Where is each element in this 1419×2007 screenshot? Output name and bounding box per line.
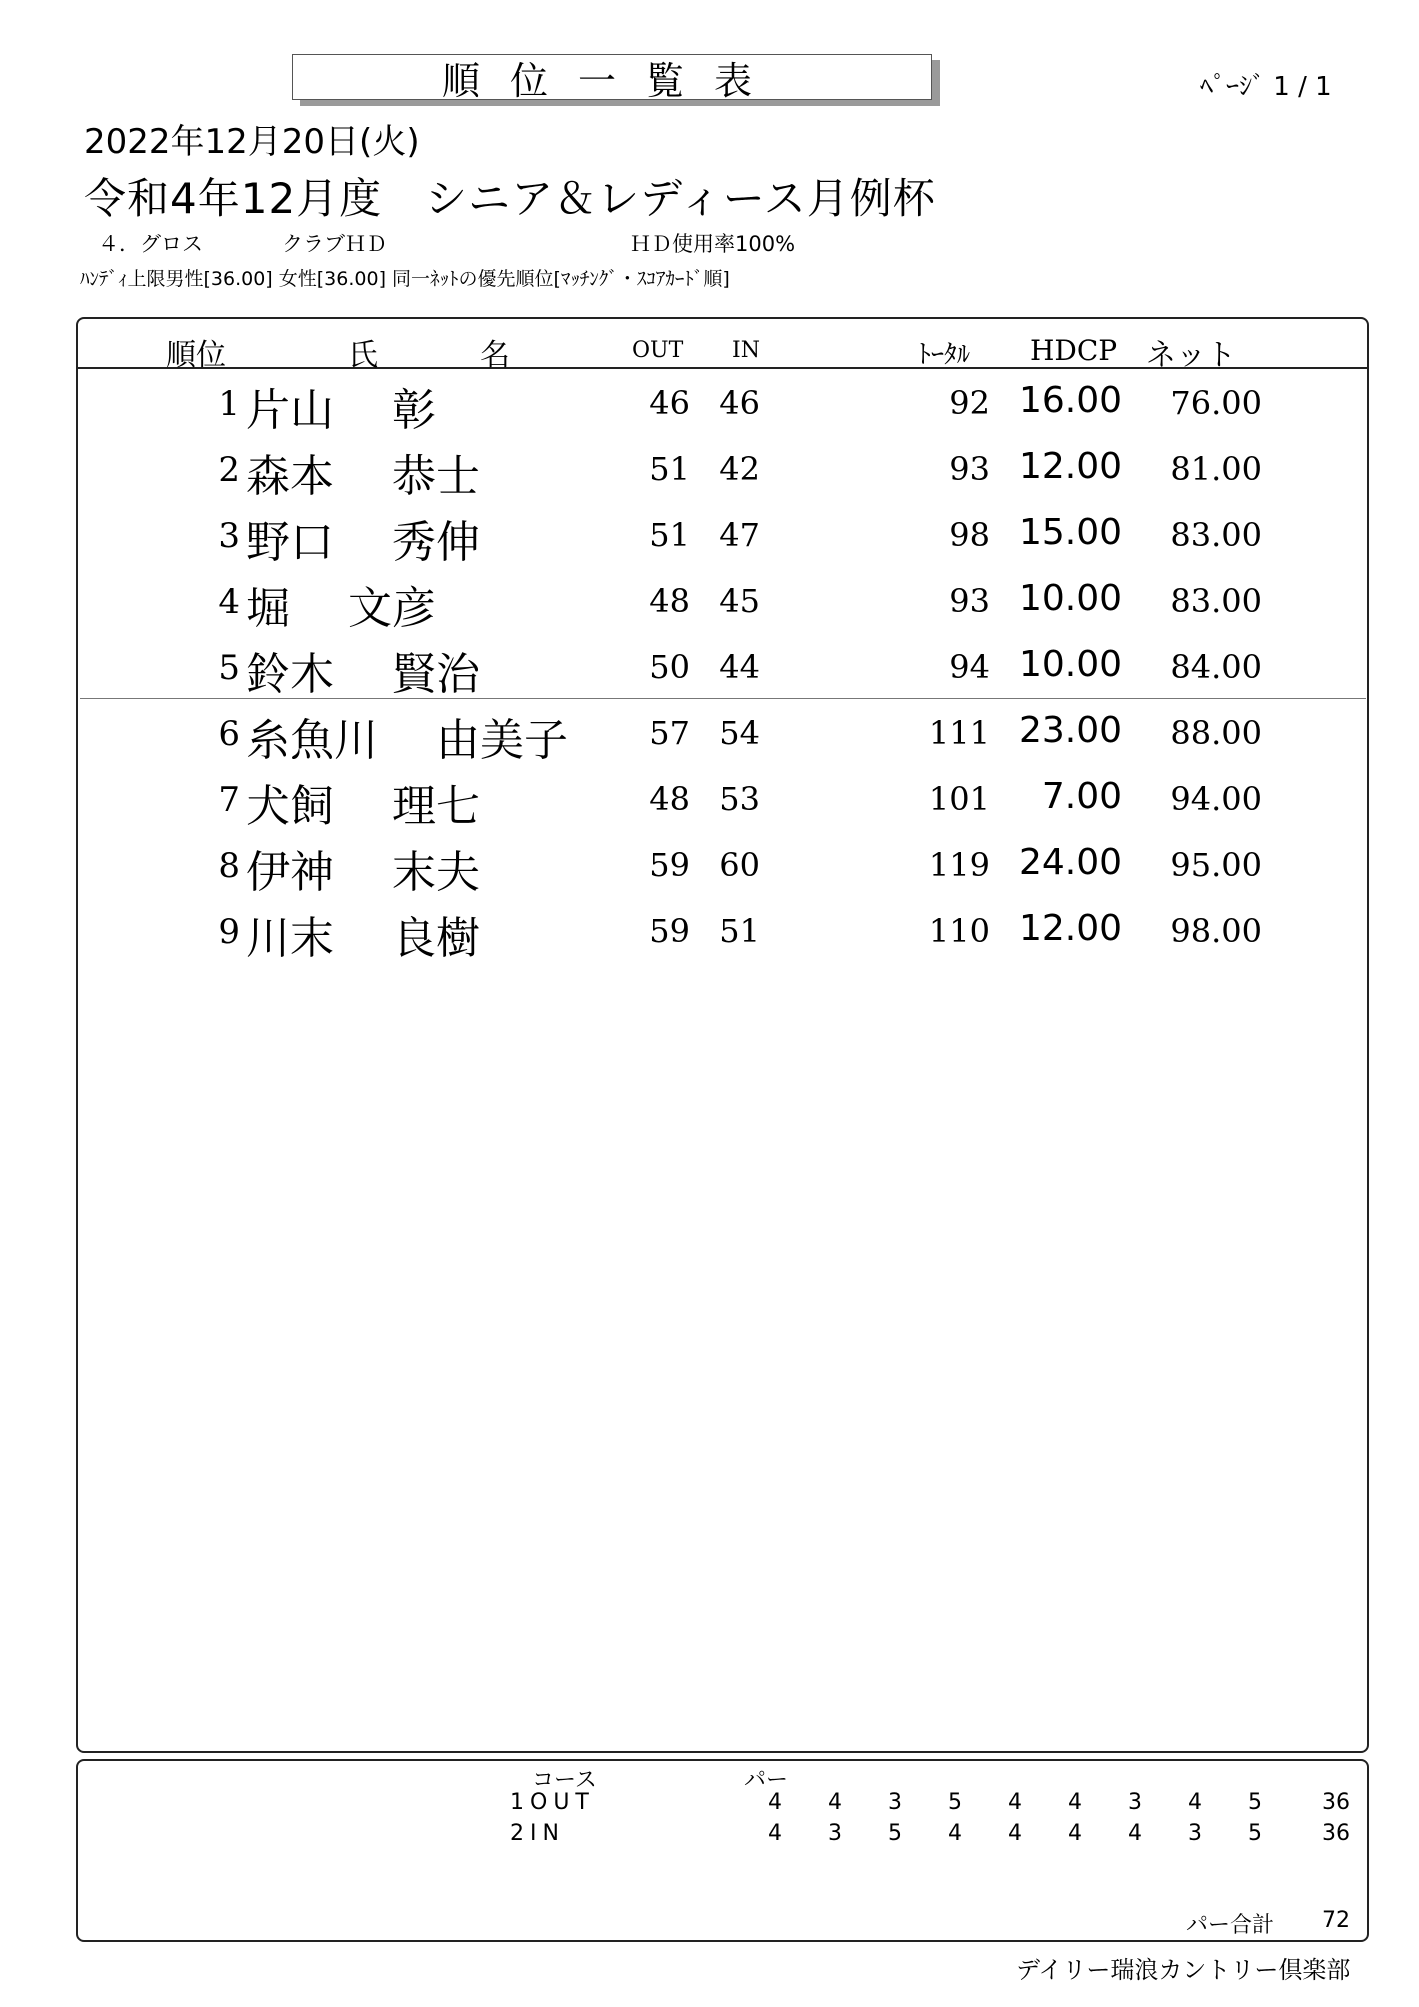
course-par-total: 36 xyxy=(1322,1790,1350,1815)
hdcp-value: 24.00 xyxy=(1018,842,1122,883)
par-value: 4 xyxy=(1068,1821,1082,1846)
table-row xyxy=(0,370,1419,436)
hdcp-value: 16.00 xyxy=(1018,380,1122,421)
out-score: 46 xyxy=(649,384,690,422)
par-value: 5 xyxy=(1248,1790,1262,1815)
course-header: コース xyxy=(532,1768,597,1793)
par-value: 4 xyxy=(1128,1821,1142,1846)
net-score: 83.00 xyxy=(1170,582,1262,620)
hdcp-value: 10.00 xyxy=(1018,644,1122,685)
par-value: 4 xyxy=(948,1821,962,1846)
hdcp-value: 23.00 xyxy=(1018,710,1122,751)
total-score: 110 xyxy=(928,912,990,950)
rank-cell: 4 xyxy=(218,582,240,622)
table-row xyxy=(0,634,1419,700)
out-score: 48 xyxy=(649,582,690,620)
par-value: 3 xyxy=(828,1821,842,1846)
column-in: IN xyxy=(732,338,760,363)
condition-type: ４．グロス xyxy=(98,232,203,256)
course-par-box xyxy=(76,1759,1369,1942)
par-value: 4 xyxy=(768,1790,782,1815)
net-score: 88.00 xyxy=(1170,714,1262,752)
par-total-label: パー合計 xyxy=(1186,1913,1275,1938)
par-value: 3 xyxy=(1188,1821,1202,1846)
rank-cell: 7 xyxy=(218,780,240,820)
rank-cell: 2 xyxy=(218,450,240,490)
rank-cell: 1 xyxy=(218,384,240,424)
column-out: OUT xyxy=(632,338,684,363)
hd-rate: ＨＤ使用率100% xyxy=(630,232,796,256)
in-score: 47 xyxy=(719,516,760,554)
par-total-value: 72 xyxy=(1322,1908,1350,1933)
out-score: 50 xyxy=(649,648,690,686)
par-value: 4 xyxy=(828,1790,842,1815)
table-row xyxy=(0,832,1419,898)
par-value: 4 xyxy=(768,1821,782,1846)
par-value: 4 xyxy=(1188,1790,1202,1815)
rank-cell: 3 xyxy=(218,516,240,556)
handicap-rules: ﾊﾝﾃﾞｨ上限男性[36.00] 女性[36.00] 同一ﾈｯﾄの優先順位[ﾏｯﾁﾝｸﾞ・ｽｺｱｶｰﾄﾞ順] xyxy=(80,268,730,290)
in-score: 53 xyxy=(719,780,760,818)
hdcp-value: 10.00 xyxy=(1018,578,1122,619)
par-value: 5 xyxy=(1248,1821,1262,1846)
player-name: 森本 恭士 xyxy=(246,451,480,502)
player-name: 伊神 末夫 xyxy=(246,847,480,898)
net-score: 81.00 xyxy=(1170,450,1262,488)
total-score: 94 xyxy=(949,648,990,686)
net-score: 76.00 xyxy=(1170,384,1262,422)
in-score: 60 xyxy=(719,846,760,884)
club-name: デイリー瑞浪カントリー倶楽部 xyxy=(1016,1956,1351,1984)
event-date: 2022年12月20日(火) xyxy=(84,122,420,162)
total-score: 93 xyxy=(949,450,990,488)
in-score: 54 xyxy=(719,714,760,752)
column-name-family: 氏 xyxy=(348,338,378,373)
par-value: 4 xyxy=(1008,1790,1022,1815)
in-score: 42 xyxy=(719,450,760,488)
par-value: 3 xyxy=(1128,1790,1142,1815)
par-value: 5 xyxy=(888,1821,902,1846)
total-score: 101 xyxy=(928,780,990,818)
out-score: 51 xyxy=(649,450,690,488)
hdcp-value: 15.00 xyxy=(1018,512,1122,553)
column-rank: 順位 xyxy=(166,338,226,373)
total-score: 119 xyxy=(928,846,990,884)
in-score: 45 xyxy=(719,582,760,620)
par-value: 5 xyxy=(948,1790,962,1815)
net-score: 94.00 xyxy=(1170,780,1262,818)
out-score: 59 xyxy=(649,912,690,950)
table-row xyxy=(0,700,1419,766)
par-value: 3 xyxy=(888,1790,902,1815)
handicap-type: クラブＨＤ xyxy=(282,232,387,256)
column-net: ネット xyxy=(1146,338,1236,373)
total-score: 92 xyxy=(949,384,990,422)
total-score: 93 xyxy=(949,582,990,620)
par-header: パー xyxy=(744,1768,789,1793)
out-score: 59 xyxy=(649,846,690,884)
event-name: 令和4年12月度 シニア＆レディース月例杯 xyxy=(84,174,936,223)
net-score: 83.00 xyxy=(1170,516,1262,554)
player-name: 鈴木 賢治 xyxy=(246,649,480,700)
column-total: ﾄｰﾀﾙ xyxy=(918,340,971,370)
player-name: 犬飼 理七 xyxy=(246,781,480,832)
column-name-given: 名 xyxy=(480,338,510,373)
par-value: 4 xyxy=(1008,1821,1022,1846)
column-hdcp: HDCP xyxy=(1030,334,1118,367)
course-name-in: 2IN xyxy=(510,1821,565,1846)
in-score: 51 xyxy=(719,912,760,950)
table-row xyxy=(0,898,1419,964)
rank-cell: 5 xyxy=(218,648,240,688)
par-value: 4 xyxy=(1068,1790,1082,1815)
player-name: 川末 良樹 xyxy=(246,913,480,964)
table-row xyxy=(0,436,1419,502)
player-name: 糸魚川 由美子 xyxy=(246,715,568,766)
out-score: 48 xyxy=(649,780,690,818)
rank-cell: 9 xyxy=(218,912,240,952)
table-row xyxy=(0,766,1419,832)
net-score: 95.00 xyxy=(1170,846,1262,884)
hdcp-value: 12.00 xyxy=(1018,446,1122,487)
player-name: 片山 彰 xyxy=(246,385,436,436)
player-name: 野口 秀伸 xyxy=(246,517,480,568)
in-score: 44 xyxy=(719,648,760,686)
rank-cell: 8 xyxy=(218,846,240,886)
table-row xyxy=(0,502,1419,568)
in-score: 46 xyxy=(719,384,760,422)
course-name-out: 1OUT xyxy=(510,1790,595,1815)
page-number: ﾍﾟｰｼﾞ 1 / 1 xyxy=(1200,72,1332,102)
course-par-total: 36 xyxy=(1322,1821,1350,1846)
player-name: 堀 文彦 xyxy=(246,583,436,634)
page-title: 順位一覧表 xyxy=(292,54,932,100)
total-score: 98 xyxy=(949,516,990,554)
out-score: 51 xyxy=(649,516,690,554)
net-score: 84.00 xyxy=(1170,648,1262,686)
out-score: 57 xyxy=(649,714,690,752)
table-row xyxy=(0,568,1419,634)
total-score: 111 xyxy=(928,714,990,752)
net-score: 98.00 xyxy=(1170,912,1262,950)
hdcp-value: 12.00 xyxy=(1018,908,1122,949)
rank-cell: 6 xyxy=(218,714,240,754)
hdcp-value: 7.00 xyxy=(1041,776,1122,817)
